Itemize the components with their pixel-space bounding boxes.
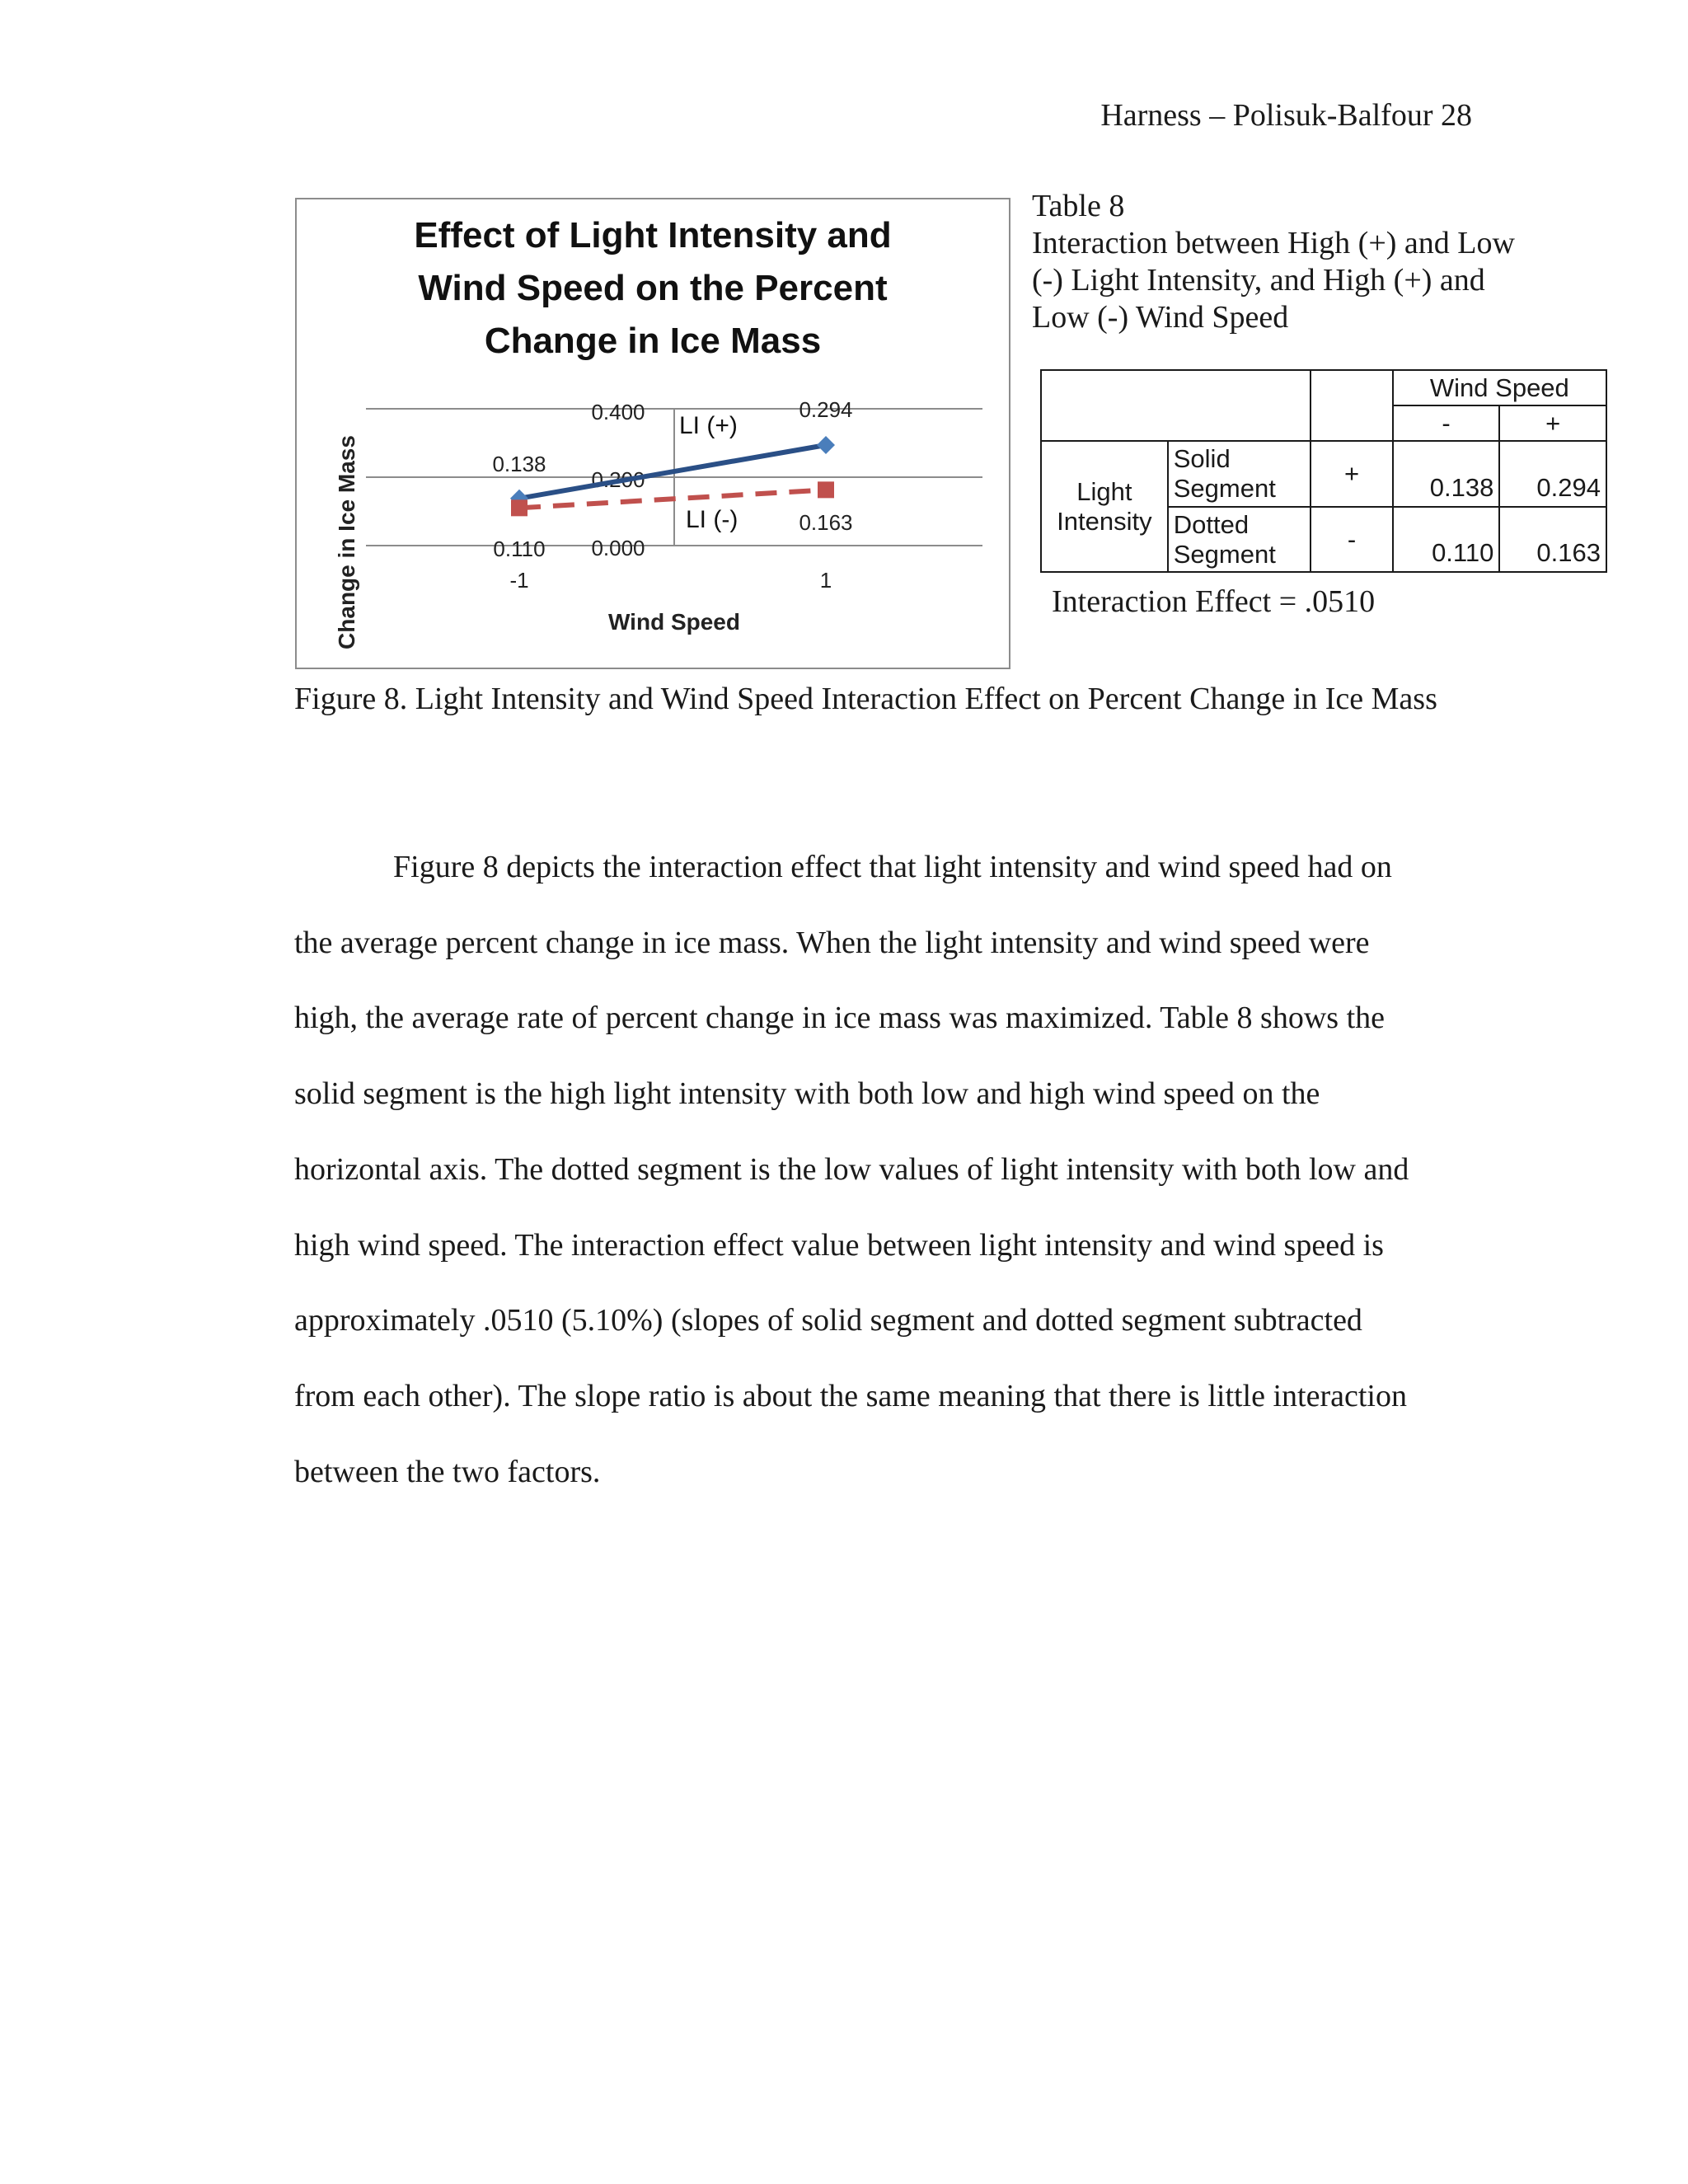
point-li-plus-high bbox=[817, 436, 835, 454]
running-head: Harness – Polisuk-Balfour 28 bbox=[1100, 98, 1472, 133]
point-li-minus-high bbox=[818, 481, 834, 498]
table-header-plus: + bbox=[1499, 405, 1606, 441]
y-axis-label: Change in Ice Mass bbox=[334, 435, 359, 649]
table-caption-line-1: Interaction between High (+) and Low bbox=[1032, 226, 1515, 260]
table-header-minus: - bbox=[1393, 405, 1500, 441]
table-cell-solid-plus: 0.294 bbox=[1499, 441, 1606, 507]
segment-line-1: Dotted bbox=[1173, 509, 1250, 539]
body-line: between the two factors. bbox=[294, 1454, 601, 1489]
table-cell-solid-minus: 0.138 bbox=[1393, 441, 1500, 507]
table-cell-solid-segment bbox=[1168, 441, 1311, 507]
y-tick-0.000: 0.000 bbox=[591, 536, 645, 560]
chart-title-line-1: Effect of Light Intensity and bbox=[414, 215, 892, 255]
body-line: Figure 8 depicts the interaction effect that light intensity and wind speed had on bbox=[393, 850, 1392, 884]
body-line: from each other). The slope ratio is about the same meaning that there is little interaction bbox=[294, 1378, 1407, 1413]
table-cell-dotted-plus: 0.163 bbox=[1499, 507, 1606, 572]
row-group-line-2: Intensity bbox=[1057, 506, 1152, 536]
table-caption-line-2: (-) Light Intensity, and High (+) and bbox=[1032, 263, 1485, 298]
y-tick-0.200: 0.200 bbox=[591, 467, 645, 492]
chart-title-line-2: Wind Speed on the Percent bbox=[418, 268, 888, 308]
table-corner-cell bbox=[1041, 370, 1311, 441]
table-caption bbox=[1032, 188, 1559, 336]
data-label-li-minus-high: 0.163 bbox=[799, 510, 853, 535]
figure-caption: Figure 8. Light Intensity and Wind Speed Interaction Effect on Percent Change in Ice Mass bbox=[294, 682, 1437, 716]
table-cell-dotted-minus: 0.110 bbox=[1393, 507, 1500, 572]
series-label-li-minus: LI (-) bbox=[686, 506, 738, 533]
body-line: high, the average rate of percent change in ice mass was maximized. Table 8 shows the bbox=[294, 1001, 1385, 1036]
x-axis-label: Wind Speed bbox=[608, 609, 740, 635]
body-line: high wind speed. The interaction effect value between light intensity and wind speed is bbox=[294, 1227, 1384, 1263]
series-label-li-plus: LI (+) bbox=[679, 412, 738, 439]
row-group-line-1: Light bbox=[1076, 476, 1132, 506]
x-tick-low: -1 bbox=[509, 568, 529, 593]
series-line-li-plus bbox=[519, 445, 826, 499]
body-line: the average percent change in ice mass. When the light intensity and wind speed were bbox=[294, 925, 1370, 960]
point-li-minus-low bbox=[511, 499, 528, 516]
segment-line-2: Segment bbox=[1173, 474, 1276, 503]
segment-line-1: Solid bbox=[1173, 444, 1231, 473]
body-line: approximately .0510 (5.10%) (slopes of solid segment and dotted segment subtracted bbox=[294, 1303, 1362, 1338]
table-cell-dotted-segment bbox=[1168, 507, 1311, 572]
segment-line-2: Segment bbox=[1173, 539, 1276, 569]
table-sign-header-cell bbox=[1311, 370, 1392, 441]
data-label-li-minus-low: 0.110 bbox=[493, 537, 546, 561]
table-cell-sign-minus: - bbox=[1311, 507, 1392, 572]
table-caption-line-3: Low (-) Wind Speed bbox=[1032, 300, 1289, 335]
y-tick-0.400: 0.400 bbox=[591, 400, 645, 424]
table-header-wind-speed: Wind Speed bbox=[1393, 370, 1606, 405]
body-line: horizontal axis. The dotted segment is the low values of light intensity with both low and bbox=[294, 1151, 1409, 1187]
data-label-li-plus-high: 0.294 bbox=[799, 397, 853, 422]
table-cell-sign-plus: + bbox=[1311, 441, 1392, 507]
table-row-group-light-intensity bbox=[1041, 441, 1168, 572]
chart-frame bbox=[295, 198, 1010, 669]
chart-title-line-3: Change in Ice Mass bbox=[484, 321, 822, 361]
body-line: solid segment is the high light intensity with both low and high wind speed on the bbox=[294, 1076, 1320, 1112]
x-tick-high: 1 bbox=[819, 568, 832, 593]
body-paragraph bbox=[294, 830, 1481, 1510]
interaction-effect-note: Interaction Effect = .0510 bbox=[1052, 584, 1376, 619]
data-label-li-plus-low: 0.138 bbox=[492, 452, 546, 476]
table-caption-title: Table 8 bbox=[1032, 189, 1125, 223]
interaction-chart bbox=[297, 199, 1009, 668]
interaction-table bbox=[1040, 369, 1607, 573]
